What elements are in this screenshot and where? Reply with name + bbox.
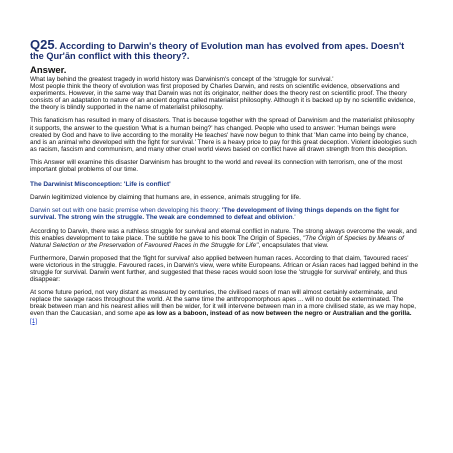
section-title: The Darwinist Misconception: 'Life is conflict' — [30, 181, 171, 189]
paragraph-examine: This Answer will examine this disaster Darwinism has brought to the world and reveal its connection with terrorism, one of the most important global problems of our time. — [30, 158, 403, 174]
quote-bold: as low as a baboon, instead of as now between the negro or Australian and the gorilla. — [147, 310, 412, 318]
answer-label: Answer. — [30, 65, 67, 76]
quote-text: At some future period, not very distant as measured by centuries, the civilised races of man will almost certainly exterminate, and replace the savage races throughout the world. At the same time the anthropomorphous apes ... will no doubt be exterminated. The break between man and his nearest allies will then be wider, for it will intervene between man in a more civilised state, as we may hope, even than the Caucasian, and some ape — [30, 289, 417, 318]
paragraph-struggle — [30, 228, 419, 249]
book-subtitle: "The Origin of Species by Means of Natural Selection or the Preservation of Favoured Races in the Struggle for Life" — [30, 234, 404, 249]
paragraph-races: Furthermore, Darwin proposed that the 'fight for survival' also applied between human races. According to that claim, 'favoured races' were victorious in the struggle. Favoured races, in Darwin's view, were white Europeans. African or Asian races had lagged behind in the struggle for survival. Darwin went further, and suggested that these races would soon lose the 'struggle for survival' entirely, and thus disappear: — [30, 254, 419, 284]
premise-quote: 'The development of living things depends on the fight for survival. The strong win the struggle. The weak are condemned to defeat and oblivion — [30, 207, 400, 222]
premise-end: .' — [292, 214, 296, 222]
paragraph-premise — [30, 207, 419, 221]
question-number: Q25 — [30, 37, 55, 52]
paragraph-intro: What lay behind the greatest tragedy in world history was Darwinism's concept of the 'struggle for survival.' — [30, 76, 334, 83]
struggle-end: , encapsulates that view. — [258, 241, 329, 249]
paragraph-quote — [30, 289, 419, 324]
reference-link[interactable]: [1] — [30, 317, 38, 325]
question-text: . According to Darwin's theory of Evolution man has evolved from apes. Doesn't the Qur'ān conflict with this theory?. — [30, 41, 405, 61]
question-heading — [30, 37, 419, 61]
paragraph-violence: Darwin legitimized violence by claiming that humans are, in essence, animals struggling for life. — [30, 194, 301, 202]
premise-intro: Darwin set out with one basic premise when developing his theory: — [30, 207, 222, 215]
paragraph-theory: Most people think the theory of evolution was first proposed by Charles Darwin, and rests on scientific evidence, observations and experiments. However, in the same way that Darwin was not its originator, neither does the theory rest on scientific proof. The theory consists of an adaptation to nature of an ancient dogma called materialist philosophy. Although it is backed up by no scientific evidence, the theory is blindly supported in the name of materialist philosophy. — [30, 83, 416, 112]
paragraph-fanaticism: This fanaticism has resulted in many of disasters. That is because together with the spread of Darwinism and the materialist philosophy it supports, the answer to the question 'What is a human being?' has changed. People who used to answer: 'Human beings were created by God and have to live according to the morality He teaches' have now begun to think that 'Man came into being by chance, and is an animal who developed with the fight for survival.' There is a heavy price to pay for this great deception. Violent ideologies such as racism, fascism and communism, and many other cruel world views based on conflict have all drawn strength from this deception. — [30, 117, 417, 153]
struggle-text: According to Darwin, there was a ruthless struggle for survival and eternal conflict in nature. The strong always overcome the weak, and this enables development to take place. The subtitle he gave to his book The Origin of Species, — [30, 227, 417, 242]
